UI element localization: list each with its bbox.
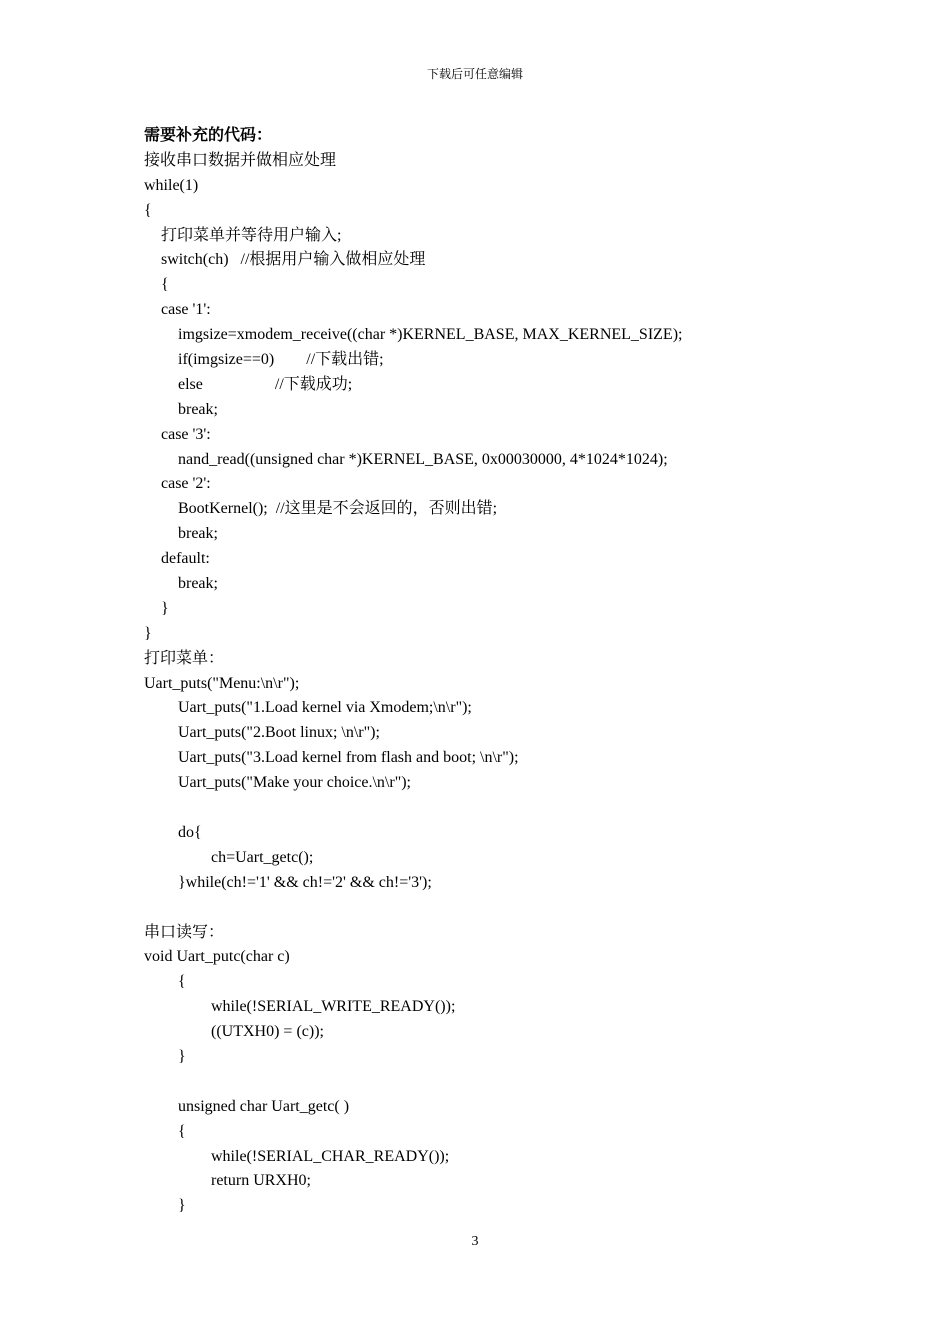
text-line: unsigned char Uart_getc( ) bbox=[178, 1097, 350, 1115]
text-line: { bbox=[178, 1122, 186, 1140]
text-line: break; bbox=[178, 525, 218, 543]
text-line: while(!SERIAL_WRITE_READY()); bbox=[211, 998, 456, 1016]
text-line: } bbox=[144, 624, 152, 642]
text-line: break; bbox=[178, 575, 218, 593]
text-line: } bbox=[161, 599, 169, 617]
text-line: } bbox=[178, 1197, 186, 1215]
blank-line bbox=[144, 796, 844, 821]
text-line: Uart_puts("Make your choice.\n\r"); bbox=[178, 774, 411, 792]
text-line: { bbox=[161, 276, 169, 294]
text-line: 打印菜单： bbox=[144, 649, 225, 667]
text-line: ch=Uart_getc(); bbox=[211, 848, 314, 866]
document-body bbox=[144, 124, 844, 1219]
text-line: { bbox=[178, 973, 186, 991]
text-line: else //下载成功; bbox=[178, 375, 353, 393]
blank-line bbox=[144, 896, 844, 921]
text-line: do{ bbox=[178, 823, 202, 841]
page-number: 3 bbox=[471, 1234, 479, 1249]
text-line: while(!SERIAL_CHAR_READY()); bbox=[211, 1147, 450, 1165]
text-line: 串口读写： bbox=[144, 923, 225, 941]
text-line: imgsize=xmodem_receive((char *)KERNEL_BASE, MAX_KERNEL_SIZE); bbox=[178, 326, 683, 344]
page-header: 下载后可任意编辑 bbox=[426, 67, 523, 81]
text-line: Uart_puts("3.Load kernel from flash and boot; \n\r"); bbox=[178, 749, 519, 767]
text-line: Uart_puts("Menu:\n\r"); bbox=[144, 674, 300, 692]
blank-line bbox=[144, 1070, 844, 1095]
text-line: if(imgsize==0) //下载出错; bbox=[178, 351, 384, 369]
text-line: case '3': bbox=[161, 425, 211, 443]
text-line: Uart_puts("1.Load kernel via Xmodem;\n\r"); bbox=[178, 699, 472, 717]
text-line: ((UTXH0) = (c)); bbox=[211, 1023, 324, 1041]
text-line: 接收串口数据并做相应处理 bbox=[144, 151, 337, 169]
text-line: }while(ch!='1' && ch!='2' && ch!='3'); bbox=[178, 873, 432, 891]
text-line: 打印菜单并等待用户输入; bbox=[161, 226, 342, 244]
text-line: nand_read((unsigned char *)KERNEL_BASE, 0x00030000, 4*1024*1024); bbox=[178, 450, 668, 468]
text-line: void Uart_putc(char c) bbox=[144, 948, 290, 966]
text-line: } bbox=[178, 1047, 186, 1065]
text-line: break; bbox=[178, 400, 218, 418]
text-line: switch(ch) //根据用户输入做相应处理 bbox=[161, 251, 426, 269]
text-line: Uart_puts("2.Boot linux; \n\r"); bbox=[178, 724, 380, 742]
text-line: default: bbox=[161, 550, 210, 568]
text-line: return URXH0; bbox=[211, 1172, 311, 1190]
text-line: 需要补充的代码： bbox=[144, 127, 273, 144]
text-line: BootKernel(); //这里是不会返回的，否则出错; bbox=[178, 500, 498, 518]
text-line: case '2': bbox=[161, 475, 211, 493]
text-line: { bbox=[144, 201, 152, 219]
text-line: case '1': bbox=[161, 301, 211, 319]
text-line: while(1) bbox=[144, 176, 199, 194]
